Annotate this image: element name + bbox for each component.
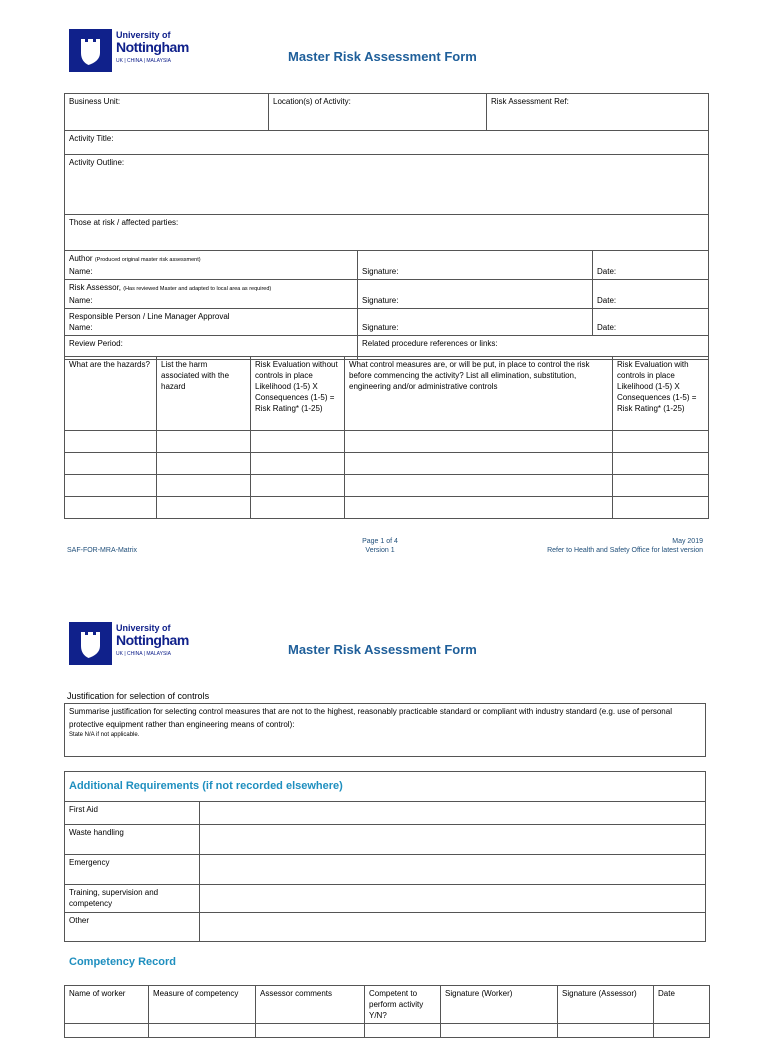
control-measures-header: What control measures are, or will be put, in place to control the risk before commencing the activity? List all elimination, substitution, engineering and/or administrative controls bbox=[345, 357, 613, 431]
first-aid-field[interactable] bbox=[200, 802, 706, 825]
controls-cell[interactable] bbox=[345, 431, 613, 453]
risk-after-cell[interactable] bbox=[613, 453, 709, 475]
hazards-header: What are the hazards? bbox=[65, 357, 157, 431]
university-logo bbox=[69, 29, 189, 73]
competency-header-sig-worker: Signature (Worker) bbox=[441, 986, 558, 1024]
additional-requirements-table bbox=[64, 771, 706, 942]
activity-title-label: Activity Title: bbox=[65, 131, 709, 155]
waste-handling-label: Waste handling bbox=[65, 825, 200, 855]
risk-before-cell[interactable] bbox=[251, 475, 345, 497]
cell[interactable] bbox=[654, 1024, 710, 1038]
emergency-label: Emergency bbox=[65, 855, 200, 885]
competency-header-date: Date bbox=[654, 986, 710, 1024]
cell[interactable] bbox=[441, 1024, 558, 1038]
logo-line2: Nottingham bbox=[116, 632, 189, 648]
crest-icon bbox=[69, 29, 112, 72]
risk-assessor-name-label: Name: bbox=[69, 296, 93, 305]
cell[interactable] bbox=[365, 1024, 441, 1038]
assessor-date-label: Date: bbox=[593, 280, 709, 309]
other-label: Other bbox=[65, 913, 200, 942]
competency-header-measure: Measure of competency bbox=[149, 986, 256, 1024]
author-name-label: Name: bbox=[69, 267, 93, 276]
harm-cell[interactable] bbox=[157, 431, 251, 453]
page-title: Master Risk Assessment Form bbox=[288, 49, 477, 64]
harm-cell[interactable] bbox=[157, 475, 251, 497]
justification-heading: Justification for selection of controls bbox=[67, 691, 210, 701]
footer-refer: Refer to Health and Safety Office for latest version bbox=[547, 547, 703, 554]
waste-handling-field[interactable] bbox=[200, 825, 706, 855]
hazard-cell[interactable] bbox=[65, 453, 157, 475]
competency-header-sig-assessor: Signature (Assessor) bbox=[558, 986, 654, 1024]
hazard-cell[interactable] bbox=[65, 475, 157, 497]
harm-header: List the harm associated with the hazard bbox=[157, 357, 251, 431]
responsible-signature-label: Signature: bbox=[358, 309, 593, 336]
competency-heading: Competency Record bbox=[69, 956, 176, 968]
table-row bbox=[65, 475, 709, 497]
competency-table bbox=[64, 985, 710, 1038]
risk-with-controls-header: Risk Evaluation with controls in place Likelihood (1-5) X Consequences (1-5) = Risk Rating* (1-25) bbox=[613, 357, 709, 431]
state-na-text: State N/A if not applicable. bbox=[69, 732, 140, 738]
cell[interactable] bbox=[149, 1024, 256, 1038]
related-procedures-label: Related procedure references or links: bbox=[358, 336, 709, 360]
other-field[interactable] bbox=[200, 913, 706, 942]
author-signature-label: Signature: bbox=[358, 251, 593, 280]
risk-assessor-note: (Has reviewed Master and adapted to local area as required) bbox=[123, 286, 272, 292]
responsible-date-label: Date: bbox=[593, 309, 709, 336]
risk-after-cell[interactable] bbox=[613, 497, 709, 519]
training-label: Training, supervision and competency bbox=[65, 885, 200, 913]
author-label: Author bbox=[69, 254, 93, 263]
emergency-field[interactable] bbox=[200, 855, 706, 885]
harm-cell[interactable] bbox=[157, 453, 251, 475]
table-row bbox=[65, 497, 709, 519]
risk-assessor-cell bbox=[65, 280, 358, 309]
risk-before-cell[interactable] bbox=[251, 453, 345, 475]
those-at-risk-label: Those at risk / affected parties: bbox=[65, 215, 709, 251]
crest-icon bbox=[69, 622, 112, 665]
justification-box[interactable] bbox=[64, 703, 706, 757]
footer-code: SAF-FOR-MRA-Matrix bbox=[67, 547, 137, 554]
logo-line3: UK | CHINA | MALAYSIA bbox=[116, 651, 172, 657]
university-logo-2 bbox=[69, 622, 189, 666]
hazard-cell[interactable] bbox=[65, 497, 157, 519]
cell[interactable] bbox=[65, 1024, 149, 1038]
competency-header-competent: Competent to perform activity Y/N? bbox=[365, 986, 441, 1024]
controls-cell[interactable] bbox=[345, 475, 613, 497]
footer-page: Page 1 of 4 bbox=[362, 538, 398, 545]
first-aid-label: First Aid bbox=[65, 802, 200, 825]
hazard-table bbox=[64, 356, 709, 519]
page-title-2: Master Risk Assessment Form bbox=[288, 642, 477, 657]
risk-before-cell[interactable] bbox=[251, 431, 345, 453]
review-period-label: Review Period: bbox=[65, 336, 358, 360]
cell[interactable] bbox=[256, 1024, 365, 1038]
risk-without-controls-header: Risk Evaluation without controls in place Likelihood (1-5) X Consequences (1-5) = Risk Rating* (1-25) bbox=[251, 357, 345, 431]
author-date-label: Date: bbox=[593, 251, 709, 280]
risk-after-cell[interactable] bbox=[613, 475, 709, 497]
justification-text: Summarise justification for selecting control measures that are not to the highest, reasonably practicable standard or compliant with industry standard (e.g. use of personal protective equipment rather than engineering means of control): bbox=[69, 707, 672, 729]
author-note: (Produced original master risk assessment) bbox=[94, 257, 201, 263]
footer-version: Version 1 bbox=[365, 547, 395, 554]
location-label: Location(s) of Activity: bbox=[269, 94, 487, 131]
risk-assessor-label: Risk Assessor, bbox=[69, 283, 122, 292]
business-unit-label: Business Unit: bbox=[65, 94, 269, 131]
risk-ref-label: Risk Assessment Ref: bbox=[487, 94, 709, 131]
logo-line2: Nottingham bbox=[116, 39, 189, 55]
details-table bbox=[64, 93, 709, 251]
logo-line3: UK | CHINA | MALAYSIA bbox=[116, 58, 172, 64]
risk-before-cell[interactable] bbox=[251, 497, 345, 519]
controls-cell[interactable] bbox=[345, 453, 613, 475]
responsible-label: Responsible Person / Line Manager Approval bbox=[69, 312, 230, 321]
competency-header-comments: Assessor comments bbox=[256, 986, 365, 1024]
logo-line1: University of bbox=[116, 30, 171, 40]
activity-outline-label: Activity Outline: bbox=[65, 155, 709, 215]
hazard-cell[interactable] bbox=[65, 431, 157, 453]
assessor-signature-label: Signature: bbox=[358, 280, 593, 309]
controls-cell[interactable] bbox=[345, 497, 613, 519]
table-row bbox=[65, 431, 709, 453]
footer-date: May 2019 bbox=[672, 538, 703, 545]
additional-heading: Additional Requirements (if not recorded elsewhere) bbox=[65, 772, 706, 802]
cell[interactable] bbox=[558, 1024, 654, 1038]
table-row bbox=[65, 1024, 710, 1038]
competency-header-name: Name of worker bbox=[65, 986, 149, 1024]
author-cell bbox=[65, 251, 358, 280]
approval-table bbox=[64, 250, 709, 360]
responsible-cell bbox=[65, 309, 358, 336]
responsible-name-label: Name: bbox=[69, 323, 93, 332]
logo-line1: University of bbox=[116, 623, 171, 633]
risk-after-cell[interactable] bbox=[613, 431, 709, 453]
table-row bbox=[65, 453, 709, 475]
harm-cell[interactable] bbox=[157, 497, 251, 519]
training-field[interactable] bbox=[200, 885, 706, 913]
